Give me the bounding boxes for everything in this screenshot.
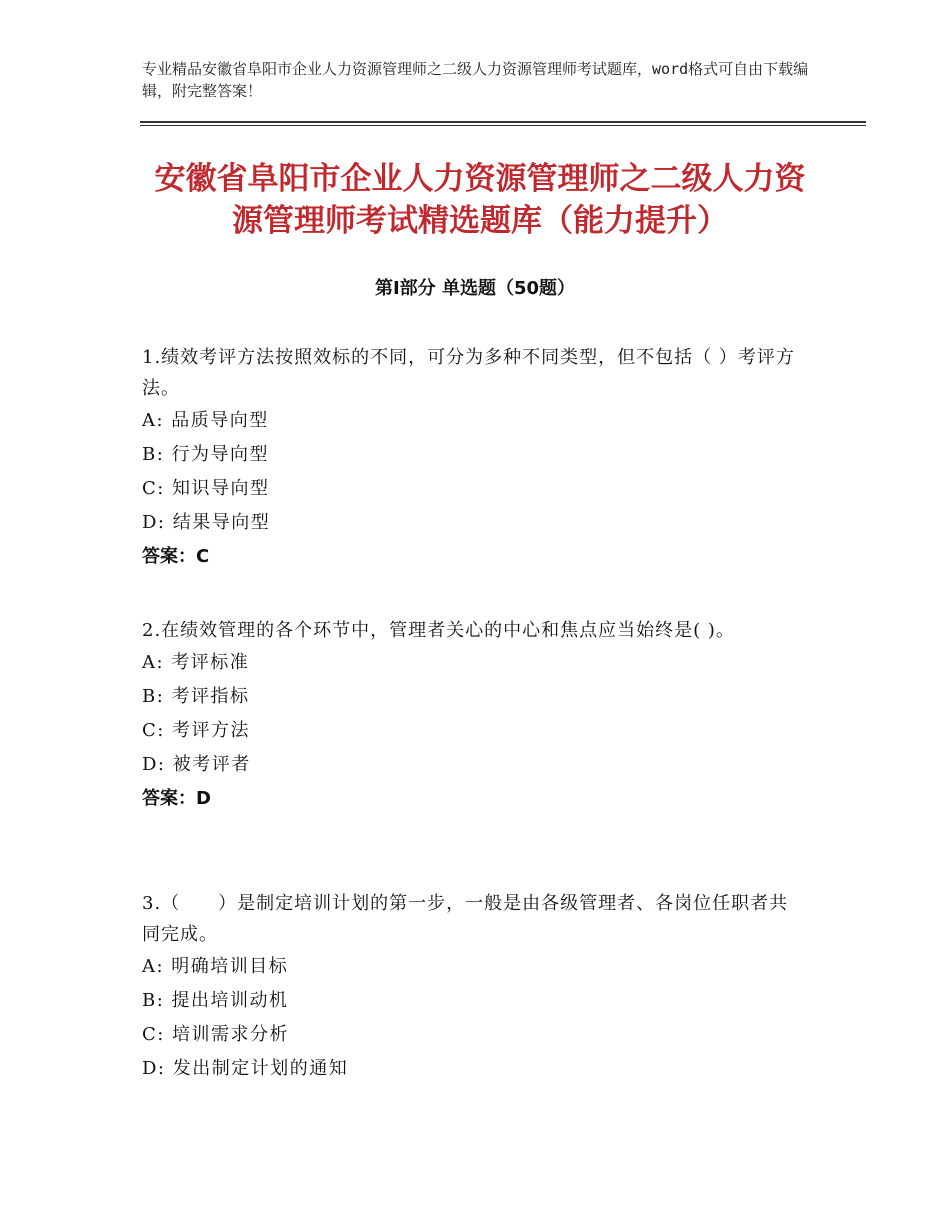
option-b: B: 提出培训动机 [142,990,289,1011]
option-a: A: 明确培训目标 [142,956,289,977]
question-text: 1.绩效考评方法按照效标的不同，可分为多种不同类型，但不包括（ ）考评方法。 [142,347,795,399]
option-d: D: 被考评者 [142,754,251,775]
option-d: D: 结果导向型 [142,512,271,533]
answer-label: 答案：C [142,546,210,567]
header-rule-thick [140,121,866,123]
option-a: A: 品质导向型 [142,410,269,431]
section-title: 第Ⅰ部分 单选题（50题） [374,278,575,299]
question-text: 3.（ ）是制定培训计划的第一步，一般是由各级管理者、各岗位任职者共同完成。 [142,893,789,945]
option-c: C: 培训需求分析 [142,1024,290,1045]
question-3 [142,888,802,1086]
header-note: 专业精品安徽省阜阳市企业人力资源管理师之二级人力资源管理师考试题库，word格式可自由下载编辑，附完整答案！ [142,60,809,100]
header-rule-thin [140,125,866,126]
option-a: A: 考评标准 [142,652,250,673]
option-b: B: 考评指标 [142,686,250,707]
option-b: B: 行为导向型 [142,444,270,465]
question-text: 2.在绩效管理的各个环节中，管理者关心的中心和焦点应当始终是( )。 [142,620,735,641]
answer-label: 答案：D [142,788,211,809]
question-2 [142,615,802,816]
option-c: C: 考评方法 [142,720,251,741]
document-title: 安徽省阜阳市企业人力资源管理师之二级人力资源管理师考试精选题库（能力提升） [154,161,806,239]
question-1 [142,342,802,574]
option-d: D: 发出制定计划的通知 [142,1058,349,1079]
option-c: C: 知识导向型 [142,478,270,499]
